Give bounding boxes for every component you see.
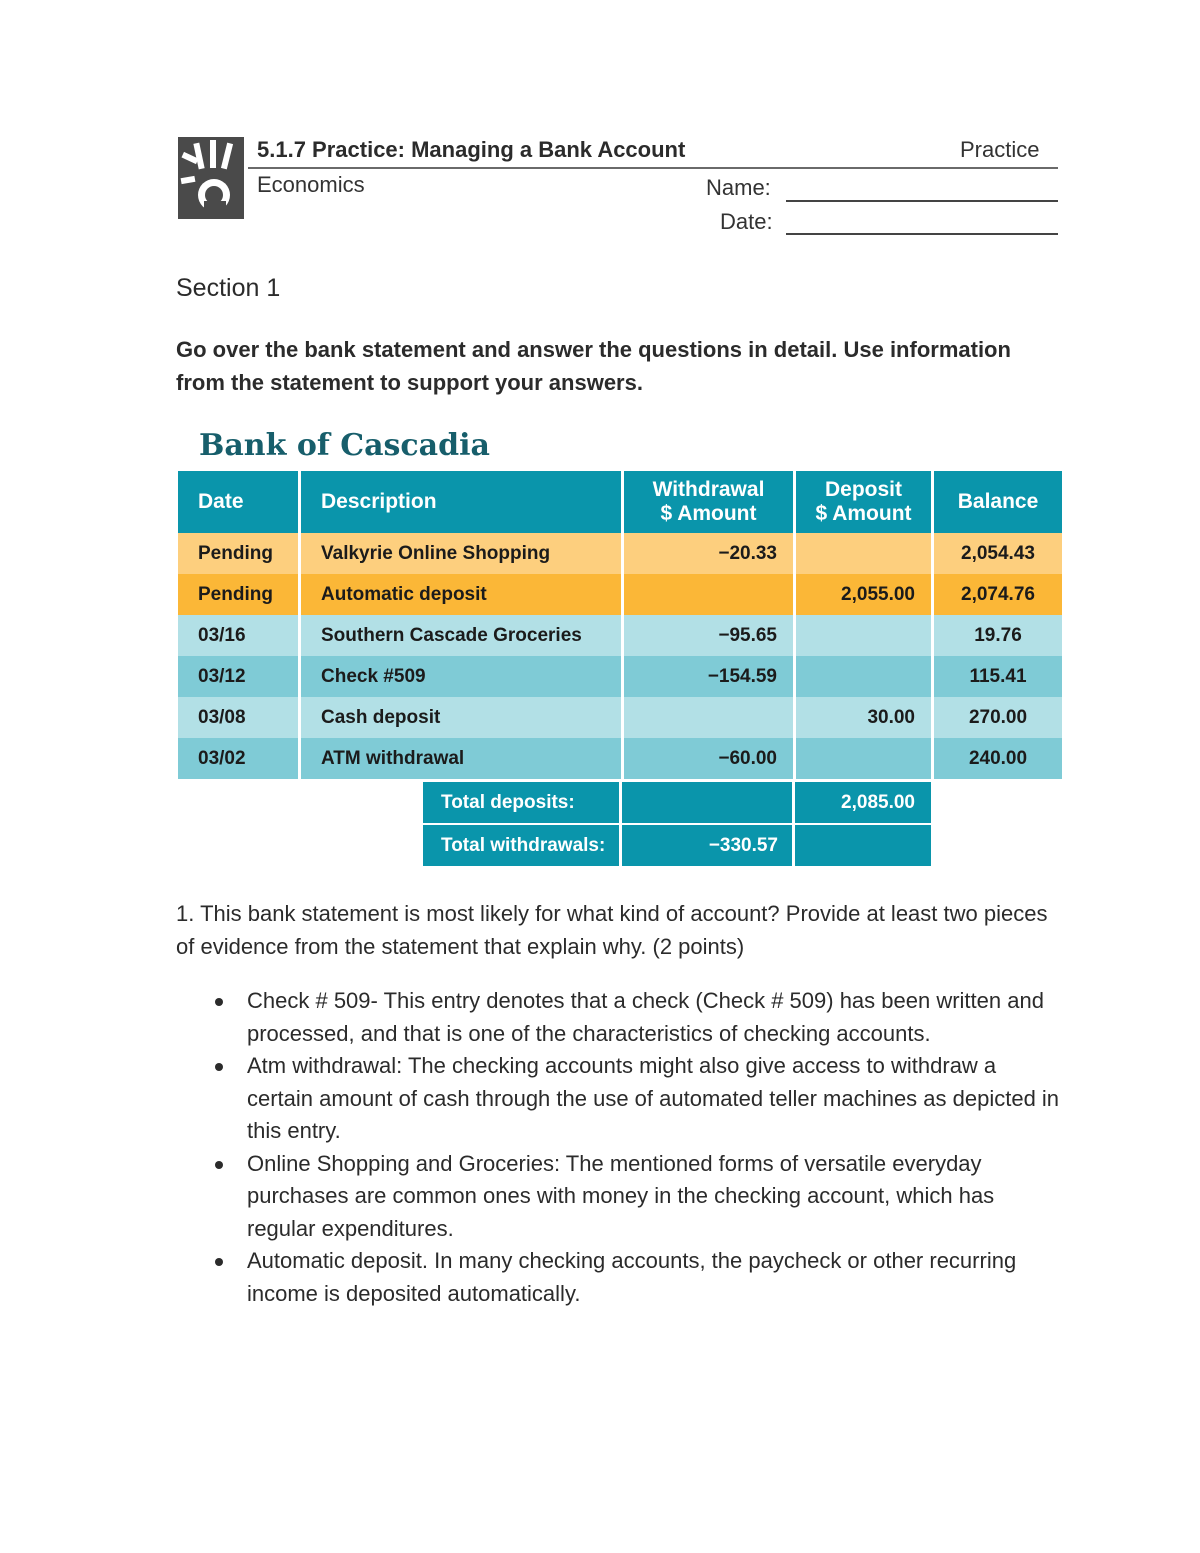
row-deposit: 30.00 <box>793 697 931 738</box>
row-balance: 2,054.43 <box>931 533 1062 574</box>
list-item <box>176 1050 1066 1148</box>
date-field[interactable] <box>786 233 1058 235</box>
header-divider <box>248 167 1058 169</box>
sun-hand-logo-icon <box>178 137 244 219</box>
column-header-date: Date <box>198 490 244 513</box>
row-deposit <box>793 656 931 697</box>
row-date: Pending <box>198 583 273 605</box>
total-deposits-value: 2,085.00 <box>795 782 931 823</box>
answer-text: Check # 509- This entry denotes that a check (Check # 509) has been written and processed, and that is one of the characteristics of checking accounts. <box>247 988 1044 1046</box>
row-description: Check #509 <box>298 656 621 697</box>
total-deposits-withdrawal-cell <box>622 782 792 823</box>
row-withdrawal: −95.65 <box>621 615 793 656</box>
table-row <box>178 615 1062 656</box>
row-balance: 2,074.76 <box>931 574 1062 615</box>
row-balance: 19.76 <box>931 615 1062 656</box>
row-deposit <box>793 615 931 656</box>
total-deposits-label: Total deposits: <box>423 782 619 823</box>
answer-text: Atm withdrawal: The checking accounts might also give access to withdraw a certain amount of cash through the use of automated teller machines as depicted in this entry. <box>247 1053 1060 1143</box>
row-description: Automatic deposit <box>298 574 621 615</box>
column-header-description: Description <box>298 471 621 533</box>
row-withdrawal <box>621 574 793 615</box>
column-header-deposit-line1: Deposit <box>824 478 902 501</box>
question-1: 1. This bank statement is most likely for what kind of account? Provide at least two pieces of evidence from the statement that explain why. (2 points) <box>176 901 1048 959</box>
subject-label: Economics <box>257 172 365 197</box>
name-label: Name: <box>706 175 771 200</box>
column-header-withdrawal-line2: $ Amount <box>660 502 757 525</box>
column-header-deposit <box>793 471 931 533</box>
section-heading: Section 1 <box>176 274 281 302</box>
column-header-withdrawal-line1: Withdrawal <box>652 478 765 501</box>
row-deposit <box>793 738 931 779</box>
list-item <box>176 1245 1066 1310</box>
row-date: 03/16 <box>198 624 246 646</box>
bullet-icon <box>215 1063 223 1071</box>
row-deposit: 2,055.00 <box>793 574 931 615</box>
row-balance: 240.00 <box>931 738 1062 779</box>
bullet-icon <box>215 1161 223 1169</box>
worksheet-type: Practice <box>960 137 1040 162</box>
row-deposit <box>793 533 931 574</box>
date-label: Date: <box>720 209 773 234</box>
row-description: Valkyrie Online Shopping <box>298 533 621 574</box>
column-header-balance: Balance <box>931 471 1062 533</box>
answer-text: Online Shopping and Groceries: The mentioned forms of versatile everyday purchases are common ones with money in the checking account, which has regular expenditures. <box>247 1150 995 1241</box>
row-withdrawal: −60.00 <box>621 738 793 779</box>
column-header-withdrawal <box>621 471 793 533</box>
page-title: 5.1.7 Practice: Managing a Bank Account <box>257 137 686 162</box>
total-withdrawals-value: −330.57 <box>622 825 792 866</box>
row-withdrawal: −154.59 <box>621 656 793 697</box>
row-date: 03/08 <box>198 706 246 728</box>
row-description: Cash deposit <box>298 697 621 738</box>
instructions: Go over the bank statement and answer the questions in detail. Use information from the statement to support your answers. <box>176 337 1011 395</box>
table-row <box>178 533 1062 574</box>
list-item <box>176 985 1066 1050</box>
row-date: Pending <box>198 542 273 564</box>
bullet-icon <box>215 1258 223 1266</box>
bank-name: Bank of Cascadia <box>199 428 490 463</box>
row-withdrawal: −20.33 <box>621 533 793 574</box>
table-header-row <box>178 471 1062 533</box>
table-row <box>178 738 1062 779</box>
list-item <box>176 1148 1066 1246</box>
row-description: ATM withdrawal <box>298 738 621 779</box>
row-withdrawal <box>621 697 793 738</box>
row-date: 03/12 <box>198 665 246 687</box>
name-field[interactable] <box>786 200 1058 202</box>
answer-list <box>176 985 1066 1310</box>
table-row <box>178 697 1062 738</box>
total-withdrawals-label: Total withdrawals: <box>423 825 619 866</box>
total-withdrawals-deposit-cell <box>795 825 931 866</box>
table-row <box>178 574 1062 615</box>
row-balance: 115.41 <box>931 656 1062 697</box>
table-row <box>178 656 1062 697</box>
row-description: Southern Cascade Groceries <box>298 615 621 656</box>
bullet-icon <box>215 998 223 1006</box>
answer-text: Automatic deposit. In many checking accounts, the paycheck or other recurring income is deposited automatically. <box>247 1248 1017 1306</box>
row-balance: 270.00 <box>931 697 1062 738</box>
column-header-deposit-line2: $ Amount <box>815 502 912 525</box>
row-date: 03/02 <box>198 747 246 769</box>
